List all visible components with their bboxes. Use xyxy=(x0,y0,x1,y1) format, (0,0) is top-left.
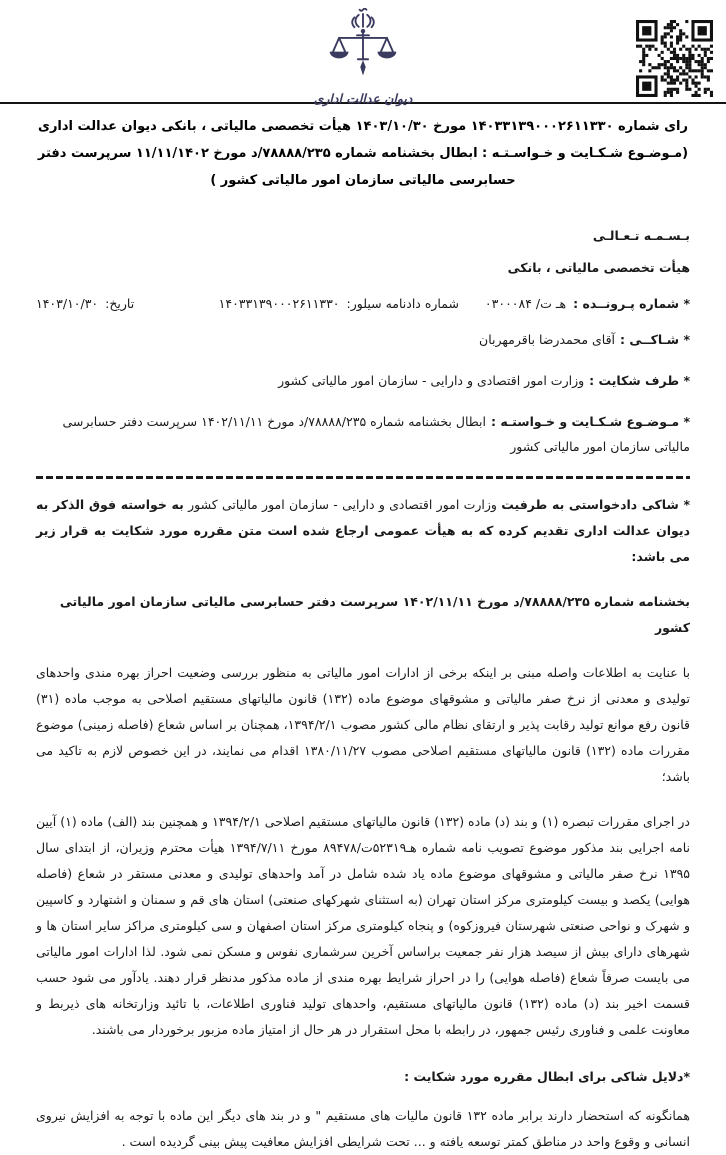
case-number-value: هـ ت/ ۰۳۰۰۰۸۴ xyxy=(484,296,567,311)
case-number-label: * شماره پـرونــده : xyxy=(573,296,690,311)
besmeleh-heading: بـسـمـه تـعـالـی xyxy=(592,228,690,243)
plaintiff-value: آقای محمدرضا باقرمهربان xyxy=(479,332,616,347)
ruling-title: رای شماره ۱۴۰۳۳۱۳۹۰۰۰۲۶۱۱۳۳۰ مورخ ۱۴۰۳/۱۰/۳۰ هیأت تخصصی مالیاتی ، بانکی دیوان عدالت اداری (مـوضـوع شـکـایت و خـواسـتـه : ابطال بخشنامه شماره ۷۸۸۸۸/۲۳۵/د مورخ ۱۱/۱۱/۱۴۰۲ سرپرست دفتر حسابرسی مالیاتی سازمان امور مالیاتی کشور ) xyxy=(37,119,689,188)
document-body xyxy=(0,228,726,1155)
intro-bold-2: به خواسته فوق الذکر به دیوان عدالت اداری تقدیم کرده که به هیأت عمومی ارجاع شده است متن مقرره مورد شکایت به قرار زیر می باشد: xyxy=(36,497,690,564)
board-heading: هیأت تخصصی مالیاتی ، بانکی xyxy=(507,260,690,275)
subject-value: ابطال بخشنامه شماره ۷۸۸۸۸/۲۳۵/د مورخ ۱۴۰۲/۱۱/۱۱ سرپرست دفتر حسابرسی مالیاتی سازمان امور مالیاتی کشور xyxy=(62,414,690,454)
verdict-number-label: شماره دادنامه سیلور: xyxy=(346,296,459,311)
body-paragraph-2: در اجرای مقررات تبصره (۱) و بند (د) ماده (۱۳۲) قانون مالیاتهای مستقیم اصلاحی ۱۳۹۴/۲/۱ و همچنین بند (الف) ماده (۱) آیین نامه اجرایی بند مذکور موضوع تصویب نامه شماره هـ۵۲۳۱۹ت/۸۹۴۷۸ مورخ ۱۳۹۴/۷/۱۱ هیأت محترم وزیران، از ابتدای سال ۱۳۹۵ نرخ صفر مالیاتی و مشوقهای موضوع ماده یاد شده شامل در آمد واحدهای تولیدی و معدنی مستقر در شعاع (فاصله هوایی) یکصد و بیست کیلومتری مرکز استان تهران (به استثنای شهرکهای صنعتی) استان های قم و سمنان و اشتهارد و کاسپین و شهرک و نواحی صنعتی شهرستان فیروزکوه) و پنجاه کیلومتری مرکز استان اصفهان و سی کیلومتری مراکز سایر استان ها و شهرهای دارای بیش از سیصد هزار نفر جمعیت براساس آخرین سرشماری نفوس و مسکن نمی شود. لذا ادارات امور مالیاتی می بایست صرفاً شعاع (فاصله هوایی) را در احراز شرایط بهره مندی از ماده مذکور مدنظر قرار دهند. یادآور می شود حسب قسمت اخیر بند (د) ماده (۱۳۲) قانون مالیاتهای مستقیم، واحدهای تولید فناوری اطلاعات، با تائید وزارتخانه های ذیربط و معاونت علمی و فناوری رئیس جمهور، در رابطه با محل استقرار در هر حال از امتیاز ماده مزبور برخوردار می باشند. xyxy=(36,814,690,1037)
body-paragraph-3: همانگونه که استحضار دارند برابر ماده ۱۳۲ قانون مالیات های مستقیم " و در بند های دیگر این ماده با توجه به افزایش نیروی انسانی و وقوع واحد در مناطق کمتر توسعه یافته و ... تحت شرایطی افزایش معافیت پیش بینی گردیده است . xyxy=(36,1108,690,1149)
ruling-date-label: تاریخ: xyxy=(105,296,135,311)
defendant-label: * طرف شکایت : xyxy=(589,373,690,388)
case-number xyxy=(485,296,690,311)
circular-heading: بخشنامه شماره ۷۸۸۸۸/۲۳۵/د مورخ ۱۴۰۲/۱۱/۱۱ سرپرست دفتر حسابرسی مالیاتی سازمان امور مالیاتی کشور xyxy=(59,594,690,635)
section-divider xyxy=(36,476,690,479)
defendant-value: وزارت امور اقتصادی و دارایی - سازمان امور مالیاتی کشور xyxy=(278,373,585,388)
verdict-number xyxy=(219,296,459,311)
plaintiff-line xyxy=(36,327,690,352)
ruling-date-value: ۱۴۰۳/۱۰/۳۰ xyxy=(36,296,99,311)
subject-label: * مـوضـوع شـکـایت و خـواستـه : xyxy=(490,414,690,429)
scales-of-justice-icon xyxy=(311,8,415,90)
body-paragraph-1: با عنایت به اطلاعات واصله مبنی بر اینکه برخی از ادارات امور مالیاتی به منظور بررسی وضعیت احراز بهره مندی واحدهای تولیدی و معدنی از نرخ صفر مالیاتی و مشوقهای موضوع ماده (۱۳۲) قانون مالیاتهای مستقیم اصلاحی به موجب ماده (۳۱) قانون رفع موانع تولید رقابت پذیر و ارتقای نظام مالی کشور مصوب ۱۳۹۴/۲/۱، همچنان بر اساس شعاع (فاصله زمینی) موضوع مقررات ماده (۱۳۲) قانون مالیاتهای مستقیم اصلاحی مصوب ۱۳۸۰/۱۱/۲۷ اقدام می نمایند، در این خصوص لازم به تاکید می باشد؛ xyxy=(36,665,690,784)
verdict-number-value: ۱۴۰۳۳۱۳۹۰۰۰۲۶۱۱۳۳۰ xyxy=(218,296,340,311)
intro-paragraph xyxy=(36,492,690,570)
reasons-heading: *دلایل شاکی برای ابطال مقرره مورد شکایت : xyxy=(404,1069,690,1084)
case-meta-row xyxy=(36,296,690,311)
ruling-date xyxy=(36,296,134,311)
logo-caption: دیوان عدالت اداری xyxy=(313,91,413,106)
subject-line xyxy=(36,409,690,459)
intro-bold-1: * شاکی دادخواستی به طرفیت xyxy=(501,497,690,512)
intro-regular: وزارت امور اقتصادی و دارایی - سازمان امور مالیاتی کشور xyxy=(183,497,502,512)
court-logo xyxy=(283,8,443,106)
plaintiff-label: * شـاکــی : xyxy=(620,332,690,347)
qr-code xyxy=(636,20,713,97)
document-header xyxy=(0,0,726,104)
defendant-line xyxy=(36,368,690,393)
